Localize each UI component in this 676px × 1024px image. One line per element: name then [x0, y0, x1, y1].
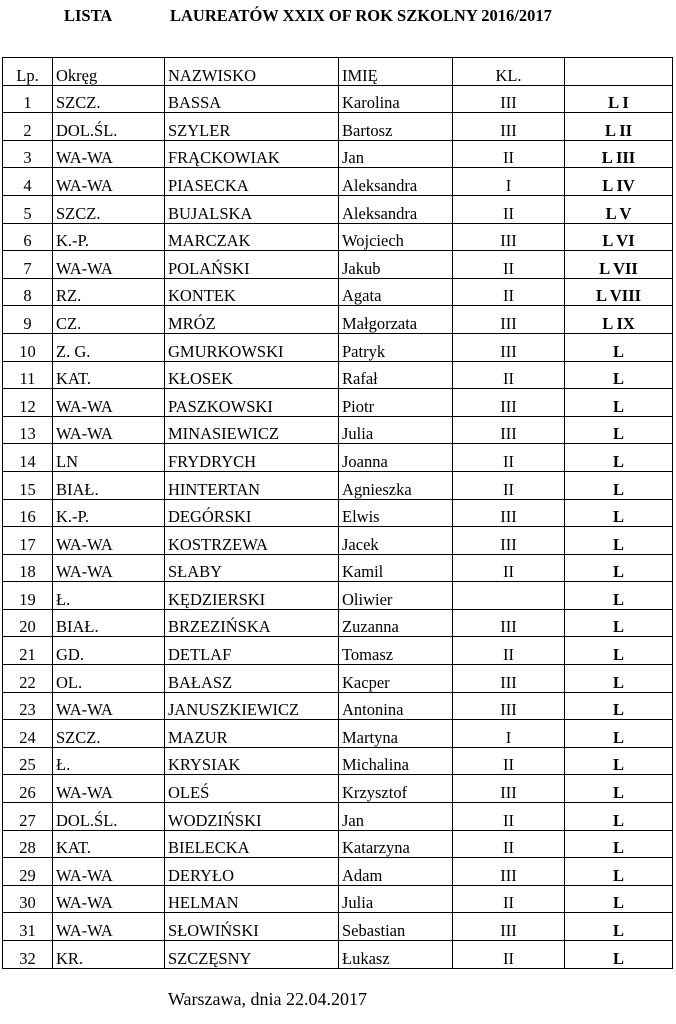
table-row — [3, 803, 673, 831]
cell-okreg: BIAŁ. — [53, 471, 165, 499]
cell-imie: Jacek — [339, 527, 453, 555]
table-row — [3, 858, 673, 886]
table-row — [3, 389, 673, 417]
cell-nazwisko: BUJALSKA — [165, 195, 339, 223]
cell-award: L — [565, 389, 673, 417]
cell-klasa: II — [453, 747, 565, 775]
table-row — [3, 85, 673, 113]
cell-okreg: WA-WA — [53, 140, 165, 168]
table-header-row — [3, 58, 673, 86]
cell-award: L — [565, 692, 673, 720]
cell-imie: Kamil — [339, 554, 453, 582]
cell-okreg: WA-WA — [53, 913, 165, 941]
cell-imie: Krzysztof — [339, 775, 453, 803]
cell-lp: 26 — [3, 775, 53, 803]
cell-klasa: I — [453, 168, 565, 196]
cell-klasa: II — [453, 251, 565, 279]
cell-lp: 6 — [3, 223, 53, 251]
cell-klasa: II — [453, 803, 565, 831]
cell-nazwisko: KŁOSEK — [165, 361, 339, 389]
cell-klasa: III — [453, 858, 565, 886]
cell-award: L — [565, 582, 673, 610]
cell-lp: 5 — [3, 195, 53, 223]
cell-lp: 32 — [3, 941, 53, 969]
cell-nazwisko: MRÓZ — [165, 306, 339, 334]
cell-imie: Jan — [339, 140, 453, 168]
cell-nazwisko: WODZIŃSKI — [165, 803, 339, 831]
cell-klasa: II — [453, 941, 565, 969]
cell-klasa: II — [453, 361, 565, 389]
table-row — [3, 361, 673, 389]
cell-klasa: III — [453, 665, 565, 693]
cell-okreg: DOL.ŚL. — [53, 113, 165, 141]
table-row — [3, 251, 673, 279]
cell-lp: 14 — [3, 444, 53, 472]
cell-nazwisko: HELMAN — [165, 885, 339, 913]
table-row — [3, 609, 673, 637]
cell-nazwisko: KONTEK — [165, 278, 339, 306]
cell-okreg: WA-WA — [53, 527, 165, 555]
cell-imie: Oliwier — [339, 582, 453, 610]
cell-award: L IX — [565, 306, 673, 334]
cell-imie: Wojciech — [339, 223, 453, 251]
cell-lp: 1 — [3, 85, 53, 113]
cell-okreg: SZCZ. — [53, 720, 165, 748]
cell-okreg: SZCZ. — [53, 85, 165, 113]
cell-award: L II — [565, 113, 673, 141]
cell-imie: Tomasz — [339, 637, 453, 665]
cell-klasa: III — [453, 416, 565, 444]
cell-nazwisko: FRĄCKOWIAK — [165, 140, 339, 168]
cell-lp: 10 — [3, 333, 53, 361]
cell-nazwisko: BASSA — [165, 85, 339, 113]
cell-klasa: III — [453, 85, 565, 113]
cell-lp: 28 — [3, 830, 53, 858]
cell-okreg: DOL.ŚL. — [53, 803, 165, 831]
cell-lp: 13 — [3, 416, 53, 444]
cell-imie: Aleksandra — [339, 168, 453, 196]
cell-award: L IV — [565, 168, 673, 196]
cell-nazwisko: KOSTRZEWA — [165, 527, 339, 555]
cell-imie: Bartosz — [339, 113, 453, 141]
cell-nazwisko: OLEŚ — [165, 775, 339, 803]
footer-date: Warszawa, dnia 22.04.2017 — [168, 989, 367, 1009]
table-row — [3, 168, 673, 196]
cell-nazwisko: KRYSIAK — [165, 747, 339, 775]
cell-klasa: I — [453, 720, 565, 748]
cell-okreg: K.-P. — [53, 223, 165, 251]
cell-lp: 22 — [3, 665, 53, 693]
cell-klasa: II — [453, 278, 565, 306]
cell-award: L I — [565, 85, 673, 113]
cell-okreg: WA-WA — [53, 416, 165, 444]
cell-lp: 19 — [3, 582, 53, 610]
cell-imie: Martyna — [339, 720, 453, 748]
table-row — [3, 665, 673, 693]
cell-nazwisko: BRZEZIŃSKA — [165, 609, 339, 637]
table-row — [3, 278, 673, 306]
cell-award: L — [565, 941, 673, 969]
cell-award: L VII — [565, 251, 673, 279]
cell-klasa: III — [453, 609, 565, 637]
cell-imie: Katarzyna — [339, 830, 453, 858]
cell-okreg: WA-WA — [53, 775, 165, 803]
cell-nazwisko: KĘDZIERSKI — [165, 582, 339, 610]
cell-nazwisko: MINASIEWICZ — [165, 416, 339, 444]
cell-nazwisko: DEGÓRSKI — [165, 499, 339, 527]
table-row — [3, 720, 673, 748]
cell-nazwisko: SZYLER — [165, 113, 339, 141]
table-row — [3, 913, 673, 941]
cell-lp: 18 — [3, 554, 53, 582]
title-laureates: LAUREATÓW XXIX OF ROK SZKOLNY 2016/2017 — [170, 6, 552, 25]
cell-okreg: WA-WA — [53, 251, 165, 279]
cell-okreg: WA-WA — [53, 389, 165, 417]
cell-lp: 17 — [3, 527, 53, 555]
cell-award: L — [565, 499, 673, 527]
cell-imie: Piotr — [339, 389, 453, 417]
cell-nazwisko: JANUSZKIEWICZ — [165, 692, 339, 720]
cell-imie: Karolina — [339, 85, 453, 113]
header-lp: Lp. — [3, 58, 53, 86]
cell-klasa: II — [453, 471, 565, 499]
cell-award: L III — [565, 140, 673, 168]
cell-imie: Patryk — [339, 333, 453, 361]
cell-imie: Zuzanna — [339, 609, 453, 637]
cell-imie: Antonina — [339, 692, 453, 720]
cell-lp: 30 — [3, 885, 53, 913]
cell-award: L — [565, 637, 673, 665]
cell-award: L — [565, 665, 673, 693]
cell-award: L — [565, 830, 673, 858]
table-row — [3, 692, 673, 720]
cell-nazwisko: SZCZĘSNY — [165, 941, 339, 969]
cell-imie: Rafał — [339, 361, 453, 389]
cell-imie: Joanna — [339, 444, 453, 472]
cell-imie: Agata — [339, 278, 453, 306]
header-okreg: Okręg — [53, 58, 165, 86]
cell-okreg: KAT. — [53, 830, 165, 858]
cell-lp: 15 — [3, 471, 53, 499]
cell-okreg: K.-P. — [53, 499, 165, 527]
table-row — [3, 747, 673, 775]
cell-klasa: II — [453, 830, 565, 858]
cell-klasa: II — [453, 444, 565, 472]
cell-imie: Julia — [339, 416, 453, 444]
cell-award: L VI — [565, 223, 673, 251]
cell-nazwisko: DERYŁO — [165, 858, 339, 886]
cell-lp: 9 — [3, 306, 53, 334]
cell-award: L — [565, 444, 673, 472]
cell-lp: 27 — [3, 803, 53, 831]
cell-award: L VIII — [565, 278, 673, 306]
cell-lp: 16 — [3, 499, 53, 527]
cell-okreg: BIAŁ. — [53, 609, 165, 637]
cell-klasa: II — [453, 140, 565, 168]
cell-award: L — [565, 775, 673, 803]
table-row — [3, 416, 673, 444]
cell-lp: 23 — [3, 692, 53, 720]
cell-nazwisko: BAŁASZ — [165, 665, 339, 693]
table-row — [3, 444, 673, 472]
cell-okreg: Ł. — [53, 582, 165, 610]
cell-klasa: III — [453, 223, 565, 251]
table-row — [3, 499, 673, 527]
cell-nazwisko: SŁABY — [165, 554, 339, 582]
table-row — [3, 223, 673, 251]
cell-klasa: III — [453, 306, 565, 334]
header-nazwisko: NAZWISKO — [165, 58, 339, 86]
table-row — [3, 113, 673, 141]
cell-okreg: Ł. — [53, 747, 165, 775]
cell-lp: 2 — [3, 113, 53, 141]
cell-imie: Michalina — [339, 747, 453, 775]
cell-klasa: II — [453, 637, 565, 665]
cell-okreg: WA-WA — [53, 692, 165, 720]
cell-award: L — [565, 858, 673, 886]
cell-klasa: II — [453, 554, 565, 582]
table-row — [3, 941, 673, 969]
cell-award: L — [565, 609, 673, 637]
cell-okreg: OL. — [53, 665, 165, 693]
document-title — [0, 6, 676, 30]
cell-klasa: III — [453, 692, 565, 720]
cell-award: L — [565, 554, 673, 582]
table-row — [3, 775, 673, 803]
header-award — [565, 58, 673, 86]
cell-klasa: III — [453, 333, 565, 361]
cell-klasa: III — [453, 113, 565, 141]
cell-lp: 31 — [3, 913, 53, 941]
cell-nazwisko: POLAŃSKI — [165, 251, 339, 279]
table-row — [3, 333, 673, 361]
cell-okreg: Z. G. — [53, 333, 165, 361]
table-row — [3, 527, 673, 555]
cell-lp: 20 — [3, 609, 53, 637]
cell-okreg: WA-WA — [53, 858, 165, 886]
cell-nazwisko: BIELECKA — [165, 830, 339, 858]
cell-okreg: SZCZ. — [53, 195, 165, 223]
table-row — [3, 830, 673, 858]
cell-award: L — [565, 527, 673, 555]
cell-klasa: III — [453, 389, 565, 417]
cell-lp: 21 — [3, 637, 53, 665]
cell-award: L — [565, 747, 673, 775]
cell-imie: Jan — [339, 803, 453, 831]
cell-imie: Sebastian — [339, 913, 453, 941]
cell-okreg: KAT. — [53, 361, 165, 389]
table-row — [3, 554, 673, 582]
table-row — [3, 306, 673, 334]
cell-nazwisko: MARCZAK — [165, 223, 339, 251]
cell-lp: 7 — [3, 251, 53, 279]
cell-imie: Agnieszka — [339, 471, 453, 499]
table-row — [3, 140, 673, 168]
cell-lp: 29 — [3, 858, 53, 886]
cell-award: L — [565, 333, 673, 361]
cell-okreg: WA-WA — [53, 554, 165, 582]
cell-okreg: CZ. — [53, 306, 165, 334]
cell-klasa: III — [453, 499, 565, 527]
cell-imie: Łukasz — [339, 941, 453, 969]
table-row — [3, 885, 673, 913]
cell-nazwisko: FRYDRYCH — [165, 444, 339, 472]
cell-award: L — [565, 803, 673, 831]
cell-imie: Julia — [339, 885, 453, 913]
cell-okreg: WA-WA — [53, 168, 165, 196]
cell-klasa: II — [453, 885, 565, 913]
cell-lp: 3 — [3, 140, 53, 168]
cell-okreg: LN — [53, 444, 165, 472]
table-row — [3, 471, 673, 499]
cell-klasa: II — [453, 195, 565, 223]
cell-imie: Małgorzata — [339, 306, 453, 334]
cell-klasa: III — [453, 527, 565, 555]
cell-award: L V — [565, 195, 673, 223]
cell-nazwisko: PIASECKA — [165, 168, 339, 196]
cell-nazwisko: PASZKOWSKI — [165, 389, 339, 417]
cell-okreg: WA-WA — [53, 885, 165, 913]
cell-lp: 12 — [3, 389, 53, 417]
cell-okreg: RZ. — [53, 278, 165, 306]
cell-klasa: III — [453, 775, 565, 803]
cell-lp: 25 — [3, 747, 53, 775]
table-row — [3, 582, 673, 610]
cell-okreg: GD. — [53, 637, 165, 665]
table-row — [3, 637, 673, 665]
cell-lp: 11 — [3, 361, 53, 389]
cell-nazwisko: DETLAF — [165, 637, 339, 665]
cell-imie: Adam — [339, 858, 453, 886]
cell-lp: 4 — [3, 168, 53, 196]
title-lista: LISTA — [64, 6, 113, 25]
cell-lp: 24 — [3, 720, 53, 748]
header-klasa: KL. — [453, 58, 565, 86]
cell-klasa: III — [453, 913, 565, 941]
laureates-table — [2, 57, 673, 969]
cell-imie: Elwis — [339, 499, 453, 527]
cell-imie: Jakub — [339, 251, 453, 279]
cell-award: L — [565, 416, 673, 444]
cell-imie: Aleksandra — [339, 195, 453, 223]
cell-award: L — [565, 471, 673, 499]
cell-nazwisko: GMURKOWSKI — [165, 333, 339, 361]
cell-nazwisko: SŁOWIŃSKI — [165, 913, 339, 941]
cell-nazwisko: MAZUR — [165, 720, 339, 748]
cell-award: L — [565, 720, 673, 748]
table-row — [3, 195, 673, 223]
cell-award: L — [565, 913, 673, 941]
cell-klasa — [453, 582, 565, 610]
cell-okreg: KR. — [53, 941, 165, 969]
cell-award: L — [565, 885, 673, 913]
cell-nazwisko: HINTERTAN — [165, 471, 339, 499]
cell-award: L — [565, 361, 673, 389]
cell-lp: 8 — [3, 278, 53, 306]
cell-imie: Kacper — [339, 665, 453, 693]
header-imie: IMIĘ — [339, 58, 453, 86]
